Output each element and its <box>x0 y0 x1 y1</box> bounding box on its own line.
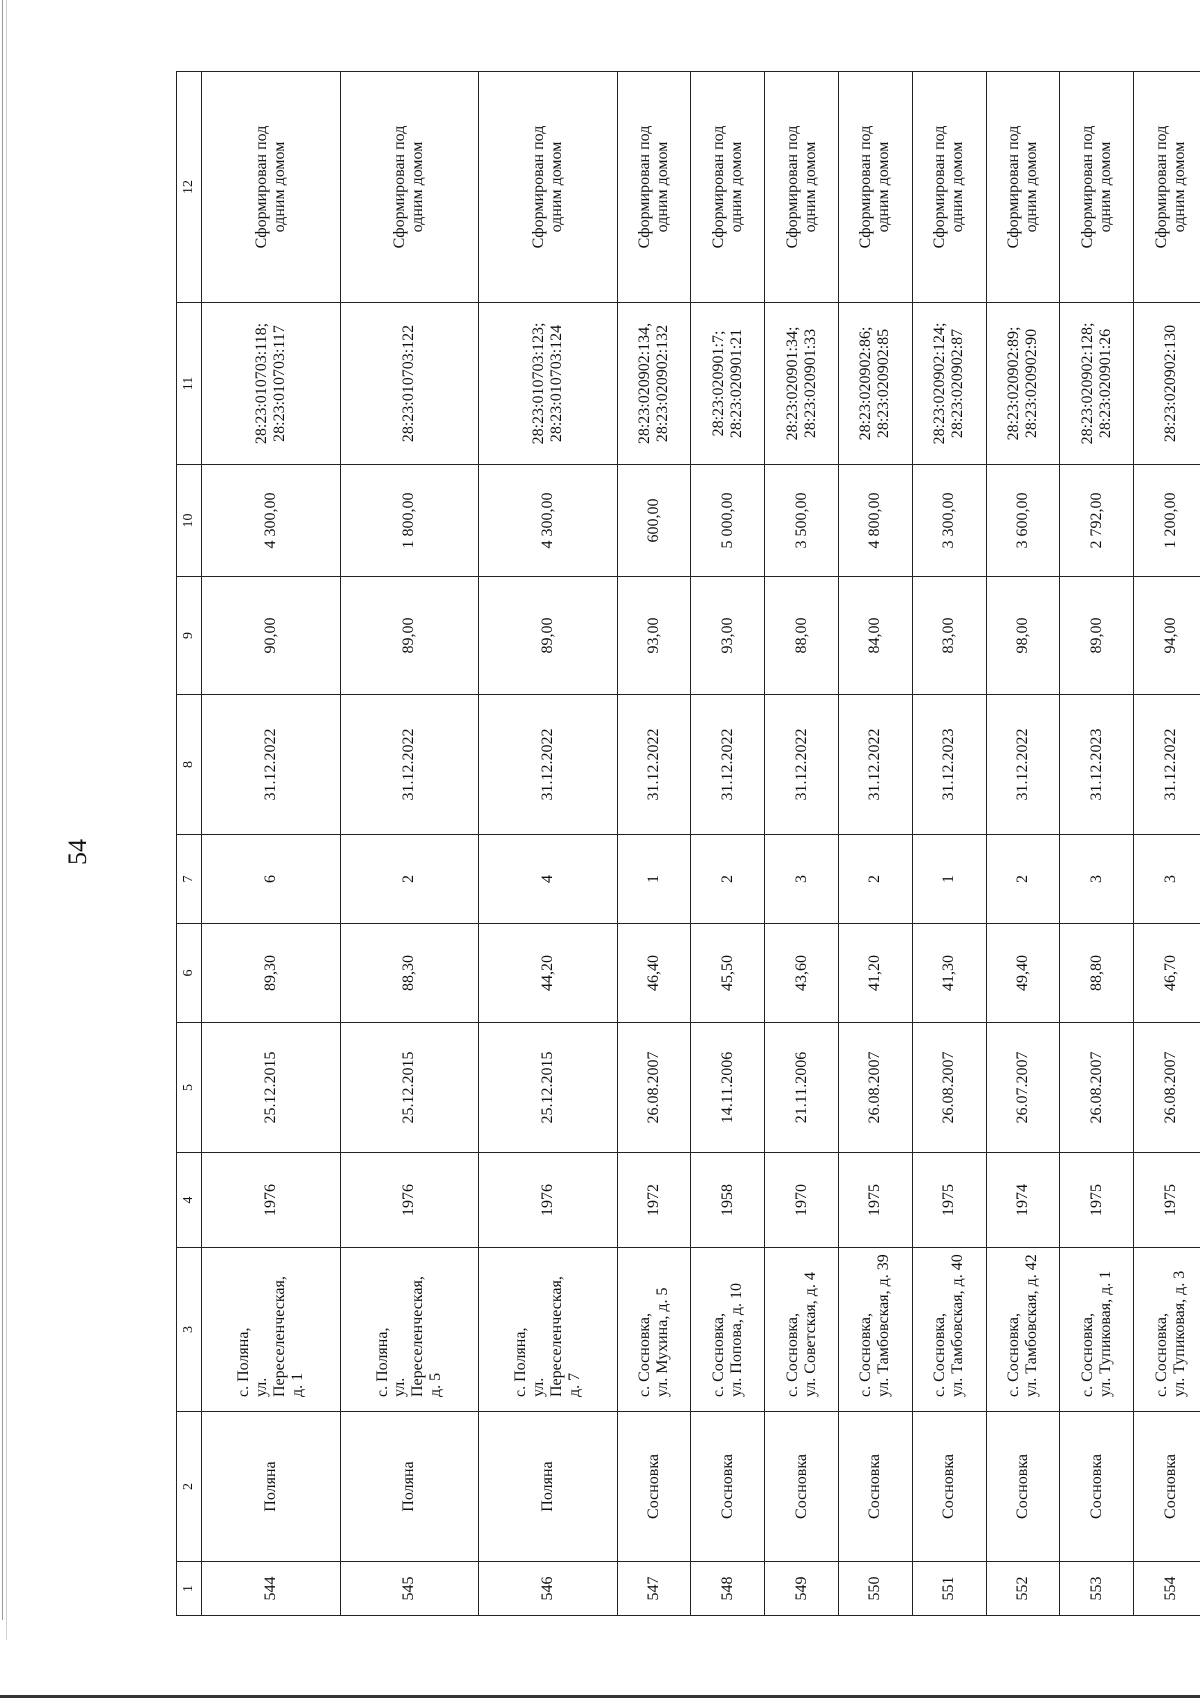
table-row <box>479 72 618 1616</box>
land-status-line: Сформирован под <box>709 125 727 249</box>
address-line: ул. Переселенческая, <box>529 1276 565 1397</box>
record-number-cell: 551 <box>912 1562 986 1616</box>
column-number-header: 12 <box>177 72 202 303</box>
construction-year-cell: 1970 <box>765 1153 839 1248</box>
land-status-line: одним домом <box>1022 141 1040 233</box>
column-number-header-row <box>177 72 202 1616</box>
land-status-line: Сформирован под <box>857 125 875 249</box>
land-status-line: Сформирован под <box>636 125 654 249</box>
construction-year-cell: 1975 <box>1134 1153 1200 1248</box>
area-cell: 89,30 <box>202 924 341 1023</box>
cadastral-numbers-line: 28:23:020902:124; <box>931 322 949 445</box>
land-status-line: одним домом <box>409 141 427 233</box>
land-status-line: Сформирован под <box>1078 125 1096 249</box>
cadastral-numbers-line: 28:23:020901:7; <box>709 330 727 437</box>
land-status-line: Сформирован под <box>931 125 949 249</box>
land-status-line: одним домом <box>949 141 967 233</box>
relocation-deadline-cell: 31.12.2023 <box>912 695 986 835</box>
land-status-cell <box>479 72 618 303</box>
land-area-cell: 2 792,00 <box>1060 465 1134 577</box>
settlement-cell: Сосновка <box>617 1412 691 1562</box>
land-area-cell: 3 600,00 <box>986 465 1060 577</box>
cadastral-numbers-line: 28:23:010703:118; <box>252 322 270 445</box>
land-status-cell <box>912 72 986 303</box>
table-rotation-wrapper <box>176 72 1200 1616</box>
land-area-cell: 1 200,00 <box>1134 465 1200 577</box>
cadastral-numbers-line: 28:23:020902:128; <box>1078 322 1096 445</box>
settlement-cell: Сосновка <box>986 1412 1060 1562</box>
table-row <box>986 72 1060 1616</box>
land-area-cell: 5 000,00 <box>691 465 765 577</box>
record-number-cell: 547 <box>617 1562 691 1616</box>
cadastral-numbers-cell <box>765 303 839 465</box>
record-number-cell: 554 <box>1134 1562 1200 1616</box>
address-line: ул. Советская, д. 4 <box>801 1272 819 1397</box>
recognition-date-cell: 26.08.2007 <box>1134 1023 1200 1153</box>
land-status-line: одним домом <box>1170 141 1188 233</box>
column-number-header: 11 <box>177 303 202 465</box>
cadastral-numbers-cell <box>986 303 1060 465</box>
address-line: ул. Попова, д. 10 <box>727 1283 745 1397</box>
construction-year-cell: 1975 <box>912 1153 986 1248</box>
construction-year-cell: 1976 <box>340 1153 479 1248</box>
address-line: с. Поляна, <box>512 1327 530 1397</box>
address-line: ул. Тамбовская, д. 42 <box>1022 1254 1040 1397</box>
cadastral-numbers-line: 28:23:010703:123; <box>529 322 547 445</box>
address-line: с. Поляна, <box>373 1327 391 1397</box>
relocation-deadline-cell: 31.12.2022 <box>202 695 341 835</box>
land-status-line: Сформирован под <box>391 125 409 249</box>
area-cell: 43,60 <box>765 924 839 1023</box>
settlement-cell: Поляна <box>479 1412 618 1562</box>
settlement-cell: Сосновка <box>912 1412 986 1562</box>
land-area-cell: 600,00 <box>617 465 691 577</box>
address-line: с. Сосновка, <box>1005 1312 1023 1397</box>
cadastral-numbers-cell <box>838 303 912 465</box>
cadastral-numbers-cell <box>1060 303 1134 465</box>
address-line: д. 5 <box>427 1372 445 1397</box>
recognition-date-cell: 26.08.2007 <box>838 1023 912 1153</box>
table-row <box>617 72 691 1616</box>
area-cell: 44,20 <box>479 924 618 1023</box>
address-line: ул. Тупиковая, д. 3 <box>1170 1270 1188 1397</box>
wear-percent-cell: 89,00 <box>340 577 479 695</box>
record-number-cell: 553 <box>1060 1562 1134 1616</box>
land-status-cell <box>765 72 839 303</box>
wear-percent-cell: 84,00 <box>838 577 912 695</box>
cadastral-numbers-cell <box>340 303 479 465</box>
address-line: ул. Переселенческая, <box>252 1276 288 1397</box>
land-status-cell <box>340 72 479 303</box>
column-number-header: 7 <box>177 835 202 924</box>
construction-year-cell: 1974 <box>986 1153 1060 1248</box>
land-status-cell <box>1060 72 1134 303</box>
relocation-deadline-cell: 31.12.2022 <box>986 695 1060 835</box>
construction-year-cell: 1976 <box>202 1153 341 1248</box>
wear-percent-cell: 94,00 <box>1134 577 1200 695</box>
land-status-line: одним домом <box>801 141 819 233</box>
column-number-header: 4 <box>177 1153 202 1248</box>
residents-count-cell: 1 <box>912 835 986 924</box>
cadastral-numbers-line: 28:23:020901:33 <box>801 328 819 439</box>
recognition-date-cell: 26.08.2007 <box>617 1023 691 1153</box>
table-row <box>1134 72 1200 1616</box>
recognition-date-cell: 25.12.2015 <box>479 1023 618 1153</box>
address-cell <box>479 1248 618 1412</box>
cadastral-numbers-cell <box>691 303 765 465</box>
residents-count-cell: 1 <box>617 835 691 924</box>
residents-count-cell: 4 <box>479 835 618 924</box>
cadastral-numbers-cell <box>912 303 986 465</box>
settlement-cell: Сосновка <box>1060 1412 1134 1562</box>
land-status-line: Сформирован под <box>252 125 270 249</box>
land-status-line: одним домом <box>727 141 745 233</box>
land-status-line: Сформирован под <box>783 125 801 249</box>
cadastral-numbers-line: 28:23:020902:86; <box>857 326 875 441</box>
construction-year-cell: 1975 <box>838 1153 912 1248</box>
settlement-cell: Поляна <box>340 1412 479 1562</box>
address-line: д. 1 <box>288 1372 306 1397</box>
cadastral-numbers-cell <box>202 303 341 465</box>
column-number-header: 3 <box>177 1248 202 1412</box>
column-number-header: 6 <box>177 924 202 1023</box>
scan-edge-mark <box>6 0 7 1640</box>
address-cell <box>1060 1248 1134 1412</box>
cadastral-numbers-line: 28:23:020902:89; <box>1005 326 1023 441</box>
settlement-cell: Сосновка <box>765 1412 839 1562</box>
address-line: с. Сосновка, <box>636 1312 654 1397</box>
address-cell <box>838 1248 912 1412</box>
address-line: ул. Тупиковая, д. 1 <box>1096 1270 1114 1397</box>
rotated-table-area <box>176 72 1200 1616</box>
wear-percent-cell: 89,00 <box>479 577 618 695</box>
record-number-cell: 552 <box>986 1562 1060 1616</box>
recognition-date-cell: 26.08.2007 <box>912 1023 986 1153</box>
address-line: с. Сосновка, <box>931 1312 949 1397</box>
wear-percent-cell: 93,00 <box>617 577 691 695</box>
address-cell <box>340 1248 479 1412</box>
relocation-deadline-cell: 31.12.2022 <box>838 695 912 835</box>
cadastral-numbers-line: 28:23:010703:122 <box>400 324 418 443</box>
address-cell <box>912 1248 986 1412</box>
relocation-deadline-cell: 31.12.2022 <box>765 695 839 835</box>
table-row <box>1060 72 1134 1616</box>
column-number-header: 2 <box>177 1412 202 1562</box>
cadastral-numbers-line: 28:23:020902:130 <box>1161 324 1179 443</box>
cadastral-numbers-line: 28:23:020902:87 <box>949 328 967 439</box>
address-cell <box>691 1248 765 1412</box>
residents-count-cell: 3 <box>1134 835 1200 924</box>
wear-percent-cell: 93,00 <box>691 577 765 695</box>
land-area-cell: 3 500,00 <box>765 465 839 577</box>
record-number-cell: 545 <box>340 1562 479 1616</box>
address-line: ул. Переселенческая, <box>391 1276 427 1397</box>
residents-count-cell: 3 <box>765 835 839 924</box>
land-status-line: одним домом <box>270 141 288 233</box>
settlement-cell: Сосновка <box>838 1412 912 1562</box>
column-number-header: 10 <box>177 465 202 577</box>
address-line: с. Сосновка, <box>783 1312 801 1397</box>
land-area-cell: 4 300,00 <box>202 465 341 577</box>
recognition-date-cell: 25.12.2015 <box>202 1023 341 1153</box>
wear-percent-cell: 88,00 <box>765 577 839 695</box>
wear-percent-cell: 89,00 <box>1060 577 1134 695</box>
cadastral-numbers-line: 28:23:020901:26 <box>1096 328 1114 439</box>
address-line: д. 7 <box>565 1372 583 1397</box>
relocation-deadline-cell: 31.12.2022 <box>1134 695 1200 835</box>
table-row <box>765 72 839 1616</box>
residents-count-cell: 3 <box>1060 835 1134 924</box>
area-cell: 45,50 <box>691 924 765 1023</box>
land-status-cell <box>838 72 912 303</box>
construction-year-cell: 1972 <box>617 1153 691 1248</box>
record-number-cell: 550 <box>838 1562 912 1616</box>
residents-count-cell: 6 <box>202 835 341 924</box>
address-cell <box>986 1248 1060 1412</box>
area-cell: 46,40 <box>617 924 691 1023</box>
construction-year-cell: 1958 <box>691 1153 765 1248</box>
record-number-cell: 544 <box>202 1562 341 1616</box>
address-cell <box>1134 1248 1200 1412</box>
land-status-cell <box>202 72 341 303</box>
cadastral-numbers-line: 28:23:020902:90 <box>1022 328 1040 439</box>
scan-bottom-edge <box>0 1695 1200 1698</box>
cadastral-numbers-line: 28:23:020902:134, <box>636 322 654 445</box>
construction-year-cell: 1975 <box>1060 1153 1134 1248</box>
address-line: ул. Мухина, д. 5 <box>654 1287 672 1397</box>
page-number: 54 <box>63 839 92 865</box>
land-status-line: одним домом <box>1096 141 1114 233</box>
column-number-header: 1 <box>177 1562 202 1616</box>
table-row <box>202 72 341 1616</box>
land-area-cell: 3 300,00 <box>912 465 986 577</box>
land-status-cell <box>986 72 1060 303</box>
cadastral-numbers-cell <box>1134 303 1200 465</box>
housing-register-table <box>176 71 1200 1616</box>
wear-percent-cell: 83,00 <box>912 577 986 695</box>
cadastral-numbers-line: 28:23:020902:132 <box>654 324 672 443</box>
land-status-cell <box>617 72 691 303</box>
residents-count-cell: 2 <box>986 835 1060 924</box>
address-line: с. Сосновка, <box>857 1312 875 1397</box>
relocation-deadline-cell: 31.12.2022 <box>479 695 618 835</box>
recognition-date-cell: 25.12.2015 <box>340 1023 479 1153</box>
residents-count-cell: 2 <box>340 835 479 924</box>
address-cell <box>765 1248 839 1412</box>
land-status-line: одним домом <box>547 141 565 233</box>
recognition-date-cell: 26.07.2007 <box>986 1023 1060 1153</box>
area-cell: 49,40 <box>986 924 1060 1023</box>
column-number-header: 8 <box>177 695 202 835</box>
record-number-cell: 548 <box>691 1562 765 1616</box>
relocation-deadline-cell: 31.12.2022 <box>617 695 691 835</box>
land-status-cell <box>691 72 765 303</box>
recognition-date-cell: 21.11.2006 <box>765 1023 839 1153</box>
cadastral-numbers-line: 28:23:010703:124 <box>547 324 565 443</box>
address-line: ул. Тамбовская, д. 40 <box>949 1254 967 1397</box>
table-row <box>912 72 986 1616</box>
residents-count-cell: 2 <box>691 835 765 924</box>
land-status-line: одним домом <box>654 141 672 233</box>
address-cell <box>617 1248 691 1412</box>
construction-year-cell: 1976 <box>479 1153 618 1248</box>
land-area-cell: 4 300,00 <box>479 465 618 577</box>
land-area-cell: 4 800,00 <box>838 465 912 577</box>
address-line: ул. Тамбовская, д. 39 <box>875 1254 893 1397</box>
cadastral-numbers-line: 28:23:020902:85 <box>875 328 893 439</box>
table-row <box>340 72 479 1616</box>
settlement-cell: Сосновка <box>1134 1412 1200 1562</box>
cadastral-numbers-line: 28:23:010703:117 <box>270 325 288 442</box>
record-number-cell: 546 <box>479 1562 618 1616</box>
relocation-deadline-cell: 31.12.2022 <box>340 695 479 835</box>
area-cell: 88,30 <box>340 924 479 1023</box>
cadastral-numbers-line: 28:23:020901:34; <box>783 326 801 441</box>
cadastral-numbers-cell <box>617 303 691 465</box>
land-status-line: Сформирован под <box>1005 125 1023 249</box>
residents-count-cell: 2 <box>838 835 912 924</box>
settlement-cell: Сосновка <box>691 1412 765 1562</box>
settlement-cell: Поляна <box>202 1412 341 1562</box>
wear-percent-cell: 98,00 <box>986 577 1060 695</box>
area-cell: 46,70 <box>1134 924 1200 1023</box>
relocation-deadline-cell: 31.12.2023 <box>1060 695 1134 835</box>
recognition-date-cell: 26.08.2007 <box>1060 1023 1134 1153</box>
address-line: с. Сосновка, <box>1078 1312 1096 1397</box>
area-cell: 88,80 <box>1060 924 1134 1023</box>
land-status-line: одним домом <box>875 141 893 233</box>
table-row <box>691 72 765 1616</box>
table-row <box>838 72 912 1616</box>
land-status-line: Сформирован под <box>1152 125 1170 249</box>
column-number-header: 9 <box>177 577 202 695</box>
address-cell <box>202 1248 341 1412</box>
column-number-header: 5 <box>177 1023 202 1153</box>
address-line: с. Поляна, <box>234 1327 252 1397</box>
cadastral-numbers-line: 28:23:020901:21 <box>727 328 745 439</box>
relocation-deadline-cell: 31.12.2022 <box>691 695 765 835</box>
address-line: с. Сосновка, <box>709 1312 727 1397</box>
land-area-cell: 1 800,00 <box>340 465 479 577</box>
area-cell: 41,30 <box>912 924 986 1023</box>
scan-edge-mark <box>2 0 3 1620</box>
area-cell: 41,20 <box>838 924 912 1023</box>
land-status-cell <box>1134 72 1200 303</box>
cadastral-numbers-cell <box>479 303 618 465</box>
recognition-date-cell: 14.11.2006 <box>691 1023 765 1153</box>
address-line: с. Сосновка, <box>1152 1312 1170 1397</box>
wear-percent-cell: 90,00 <box>202 577 341 695</box>
record-number-cell: 549 <box>765 1562 839 1616</box>
land-status-line: Сформирован под <box>529 125 547 249</box>
